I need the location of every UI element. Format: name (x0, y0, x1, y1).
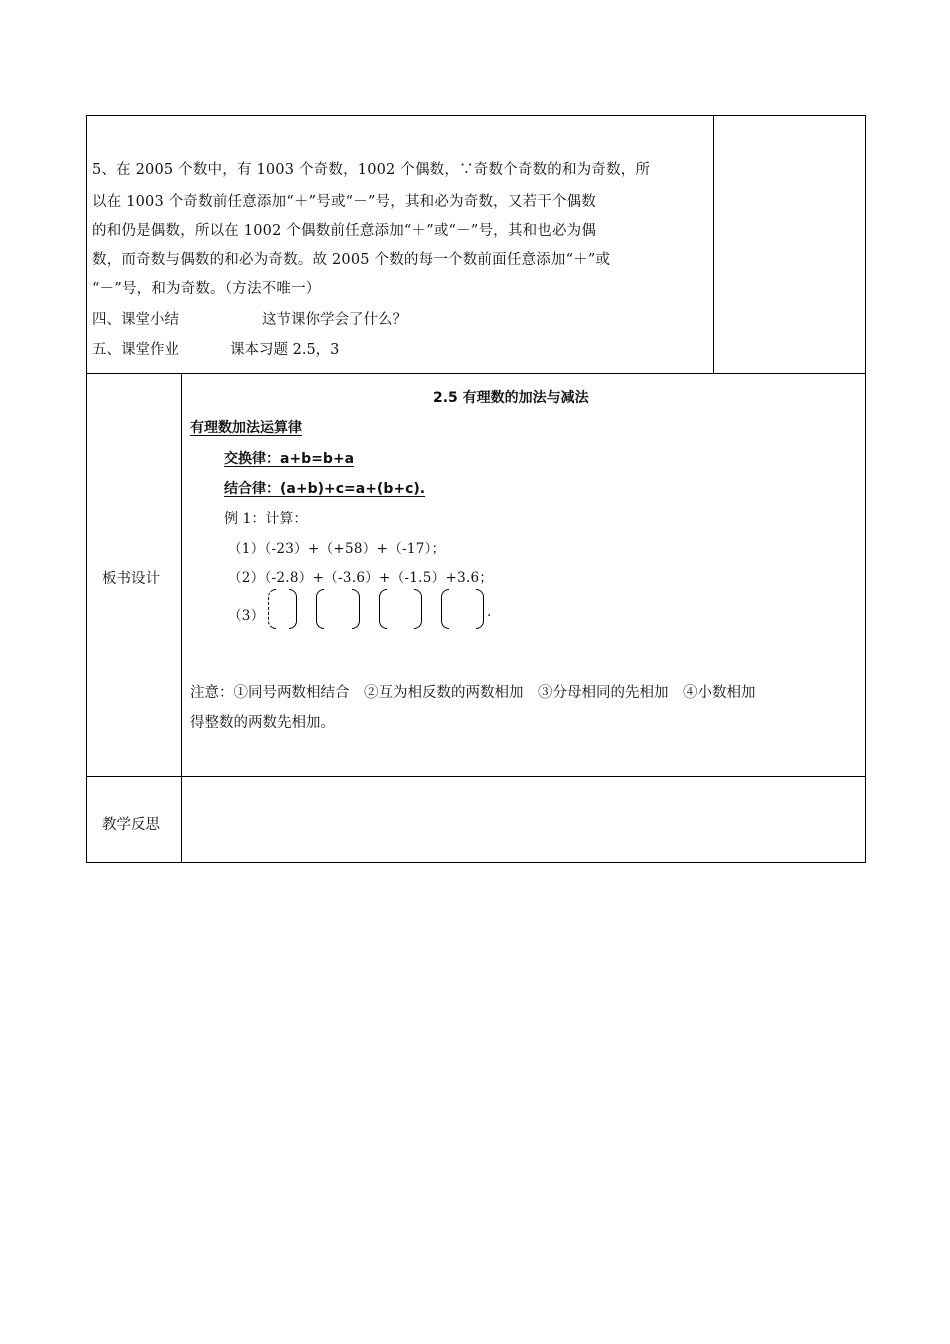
board-design-label: 板书设计 (102, 571, 160, 587)
row-divider-1 (86, 373, 866, 374)
solution-line-1: 5、在 2005 个数中，有 1003 个奇数，1002 个偶数，∵奇数个奇数的和为奇数，所 (92, 162, 651, 178)
commutative-law: 交换律：a+b=b+a (224, 451, 355, 467)
problem-3-end: . (487, 604, 492, 620)
problem-2: （2）（-2.8）+（-3.6）+（-1.5）+3.6； (228, 570, 494, 586)
fraction-paren-open-1 (268, 589, 276, 629)
reflection-content-cell (182, 777, 865, 862)
fraction-paren-close-2 (352, 589, 360, 629)
note-line-1: 注意：①同号两数相结合 ②互为相反数的两数相加 ③分母相同的先相加 ④小数相加 (190, 685, 756, 701)
fraction-paren-open-2 (316, 589, 324, 629)
summary-label: 四、课堂小结 (92, 312, 179, 328)
fraction-paren-close-3 (414, 589, 422, 629)
solution-line-5: “－”号，和为奇数。（方法不唯一） (92, 281, 321, 297)
reflection-label: 教学反思 (102, 817, 160, 833)
top-right-column-divider (713, 115, 714, 374)
problem-1: （1）（-23）+（+58）+（-17）； (228, 541, 446, 557)
example-heading: 例 1：计算： (224, 511, 308, 527)
problem-3-label: （3） (228, 608, 265, 624)
rules-subtitle: 有理数加法运算律 (190, 420, 302, 436)
solution-line-2: 以在 1003 个奇数前任意添加“＋”号或“－”号，其和必为奇数，又若干个偶数 (92, 194, 597, 210)
homework-label: 五、课堂作业 (92, 342, 179, 358)
solution-line-3: 的和仍是偶数，所以在 1002 个偶数前任意添加“＋”或“－”号，其和也必为偶 (92, 223, 597, 239)
solution-line-4: 数，而奇数与偶数的和必为奇数。故 2005 个数的每一个数前面任意添加“＋”或 (92, 252, 611, 268)
summary-text: 这节课你学会了什么？ (262, 312, 407, 328)
homework-text: 课本习题 2.5，3 (230, 342, 340, 358)
fraction-paren-open-4 (441, 589, 449, 629)
associative-law: 结合律：(a+b)+c=a+(b+c). (224, 481, 426, 497)
fraction-paren-open-3 (379, 589, 387, 629)
section-title: 2.5 有理数的加法与减法 (433, 390, 589, 406)
note-line-2: 得整数的两数先相加。 (190, 715, 335, 731)
fraction-paren-close-1 (289, 589, 297, 629)
fraction-paren-close-4 (476, 589, 484, 629)
